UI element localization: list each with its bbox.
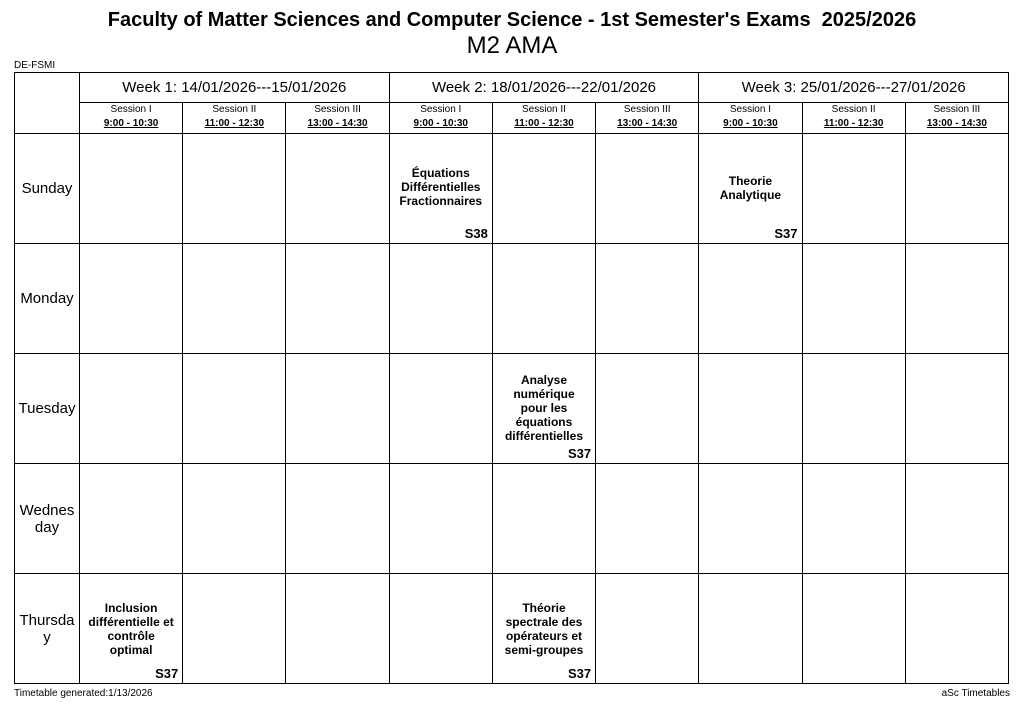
slot-cell xyxy=(286,134,389,244)
session-header xyxy=(596,103,699,134)
slot-cell xyxy=(802,574,905,684)
slot-cell xyxy=(286,244,389,354)
session-header xyxy=(389,103,492,134)
session-time: 9:00 - 10:30 xyxy=(723,118,778,129)
slot-cell xyxy=(183,354,286,464)
slot-cell xyxy=(80,464,183,574)
exam-subject: Équations Différentielles Fractionnaires xyxy=(399,166,483,208)
exam-cell[interactable] xyxy=(80,574,183,684)
exam-room: S37 xyxy=(567,446,592,461)
day-wednesday: Wednes day xyxy=(15,464,80,574)
timetable xyxy=(14,72,1009,684)
slot-cell xyxy=(905,354,1008,464)
day-tuesday: Tuesday xyxy=(15,354,80,464)
slot-cell xyxy=(905,134,1008,244)
slot-cell xyxy=(905,464,1008,574)
session-header xyxy=(183,103,286,134)
slot-cell xyxy=(183,574,286,684)
school-code: DE-FSMI xyxy=(14,60,56,71)
session-time: 11:00 - 12:30 xyxy=(514,118,574,129)
session-header xyxy=(492,103,595,134)
slot-cell xyxy=(905,244,1008,354)
exam-room: S37 xyxy=(155,666,179,681)
corner-cell xyxy=(15,73,80,134)
exam-room: S37 xyxy=(567,666,592,681)
week-header-3: Week 3: 25/01/2026---27/01/2026 xyxy=(699,73,1009,103)
slot-cell xyxy=(905,574,1008,684)
session-time: 13:00 - 14:30 xyxy=(926,118,987,129)
slot-cell xyxy=(80,134,183,244)
slot-cell xyxy=(286,464,389,574)
session-time: 13:00 - 14:30 xyxy=(617,118,678,129)
slot-cell xyxy=(389,354,492,464)
slot-cell xyxy=(389,574,492,684)
brand-label: aSc Timetables xyxy=(941,688,1010,699)
week-header-2: Week 2: 18/01/2026---22/01/2026 xyxy=(389,73,699,103)
slot-cell xyxy=(802,354,905,464)
session-name: Session II xyxy=(212,104,257,115)
slot-cell xyxy=(389,244,492,354)
slot-cell xyxy=(80,244,183,354)
session-name: Session III xyxy=(623,104,671,115)
slot-cell xyxy=(699,244,802,354)
session-time: 11:00 - 12:30 xyxy=(204,118,265,129)
class-name: M2 AMA xyxy=(466,32,558,59)
session-time: 9:00 - 10:30 xyxy=(103,118,159,129)
session-header xyxy=(905,103,1008,134)
exam-room: S38 xyxy=(464,226,488,241)
session-header xyxy=(286,103,389,134)
exam-subject: Theorie Analytique xyxy=(719,174,782,202)
slot-cell xyxy=(183,134,286,244)
session-time: 13:00 - 14:30 xyxy=(307,118,368,129)
session-header xyxy=(699,103,802,134)
slot-cell xyxy=(699,464,802,574)
exam-cell[interactable] xyxy=(389,134,492,244)
session-name: Session II xyxy=(831,104,876,115)
session-name: Session II xyxy=(522,104,566,115)
exam-room: S37 xyxy=(774,226,798,241)
generated-date: Timetable generated:1/13/2026 xyxy=(14,688,153,699)
page-title: Faculty of Matter Sciences and Computer Science - 1st Semester's Exams 2025/2026 xyxy=(107,9,917,31)
slot-cell xyxy=(699,574,802,684)
slot-cell xyxy=(80,354,183,464)
week-header-1: Week 1: 14/01/2026---15/01/2026 xyxy=(80,73,390,103)
session-header xyxy=(80,103,183,134)
slot-cell xyxy=(596,354,699,464)
day-monday: Monday xyxy=(15,244,80,354)
exam-subject: Analyse numérique pour les équations différentielles xyxy=(504,373,583,443)
exam-cell[interactable] xyxy=(492,354,595,464)
slot-cell xyxy=(802,134,905,244)
exam-subject: Théorie spectrale des opérateurs et semi-groupes xyxy=(504,601,584,657)
slot-cell xyxy=(596,464,699,574)
slot-cell xyxy=(596,574,699,684)
exam-subject: Inclusion différentielle et contrôle optimal xyxy=(88,601,174,657)
session-name: Session I xyxy=(110,104,152,115)
session-name: Session III xyxy=(933,104,981,115)
slot-cell xyxy=(183,244,286,354)
exam-cell[interactable] xyxy=(699,134,802,244)
slot-cell xyxy=(492,464,595,574)
slot-cell xyxy=(492,134,595,244)
slot-cell xyxy=(802,464,905,574)
slot-cell xyxy=(699,354,802,464)
exam-cell[interactable] xyxy=(492,574,595,684)
session-name: Session I xyxy=(420,104,462,115)
session-header xyxy=(802,103,905,134)
slot-cell xyxy=(596,244,699,354)
slot-cell xyxy=(286,574,389,684)
day-sunday: Sunday xyxy=(15,134,80,244)
slot-cell xyxy=(286,354,389,464)
session-name: Session III xyxy=(314,104,361,115)
session-time: 11:00 - 12:30 xyxy=(823,118,884,129)
session-name: Session I xyxy=(729,104,771,115)
slot-cell xyxy=(596,134,699,244)
slot-cell xyxy=(183,464,286,574)
slot-cell xyxy=(389,464,492,574)
slot-cell xyxy=(802,244,905,354)
day-thursday: Thursda y xyxy=(15,574,80,684)
session-time: 9:00 - 10:30 xyxy=(413,118,468,129)
slot-cell xyxy=(492,244,595,354)
